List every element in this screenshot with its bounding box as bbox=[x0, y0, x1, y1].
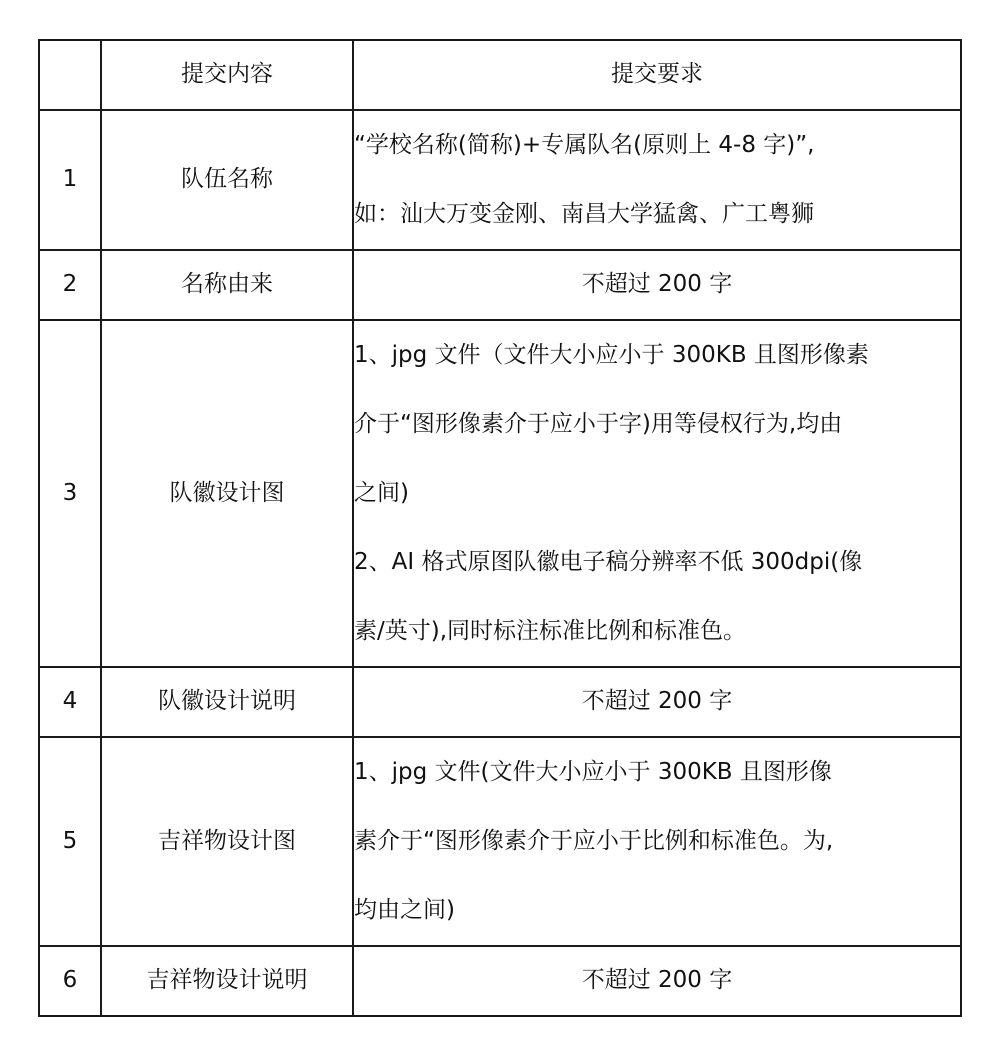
requirement-line: 1、jpg 文件（文件大小应小于 300KB 且图形像素 bbox=[354, 342, 869, 368]
table-row bbox=[39, 946, 961, 1016]
row-content: 吉祥物设计说明 bbox=[101, 946, 353, 1016]
row-number: 1 bbox=[39, 110, 101, 250]
row-requirement: 不超过 200 字 bbox=[353, 250, 961, 320]
row-requirement bbox=[353, 737, 961, 946]
table-row bbox=[39, 320, 961, 667]
table-row bbox=[39, 737, 961, 946]
table-row bbox=[39, 110, 961, 250]
row-number: 3 bbox=[39, 320, 101, 667]
table-row bbox=[39, 667, 961, 737]
row-content: 队伍名称 bbox=[101, 110, 353, 250]
row-number: 4 bbox=[39, 667, 101, 737]
row-requirement bbox=[353, 110, 961, 250]
requirement-line: 均由之间) bbox=[354, 897, 455, 923]
header-number-cell bbox=[39, 40, 101, 110]
row-content: 吉祥物设计图 bbox=[101, 737, 353, 946]
requirement-line: “学校名称(简称)+专属队名(原则上 4-8 字)”, bbox=[354, 132, 815, 158]
requirement-line: 2、AI 格式原图队徽电子稿分辨率不低 300dpi(像 bbox=[354, 549, 863, 575]
row-content: 名称由来 bbox=[101, 250, 353, 320]
row-requirement bbox=[353, 320, 961, 667]
submission-requirements-sheet bbox=[38, 39, 962, 1017]
row-number: 2 bbox=[39, 250, 101, 320]
header-content-cell: 提交内容 bbox=[101, 40, 353, 110]
row-number: 5 bbox=[39, 737, 101, 946]
row-requirement: 不超过 200 字 bbox=[353, 946, 961, 1016]
requirement-line: 素/英寸),同时标注标准比例和标准色。 bbox=[354, 618, 747, 644]
submission-requirements-table bbox=[38, 39, 962, 1017]
table-row bbox=[39, 250, 961, 320]
row-number: 6 bbox=[39, 946, 101, 1016]
requirement-line: 如：汕大万变金刚、南昌大学猛禽、广工粤狮 bbox=[354, 201, 814, 227]
row-content: 队徽设计说明 bbox=[101, 667, 353, 737]
row-content: 队徽设计图 bbox=[101, 320, 353, 667]
requirement-line: 介于“图形像素介于应小于字)用等侵权行为,均由 bbox=[354, 411, 843, 437]
row-requirement: 不超过 200 字 bbox=[353, 667, 961, 737]
header-requirement-cell: 提交要求 bbox=[353, 40, 961, 110]
table-header-row bbox=[39, 40, 961, 110]
requirement-line: 之间) bbox=[354, 480, 409, 506]
requirement-line: 1、jpg 文件(文件大小应小于 300KB 且图形像 bbox=[354, 759, 832, 785]
requirement-line: 素介于“图形像素介于应小于比例和标准色。为, bbox=[354, 828, 834, 854]
